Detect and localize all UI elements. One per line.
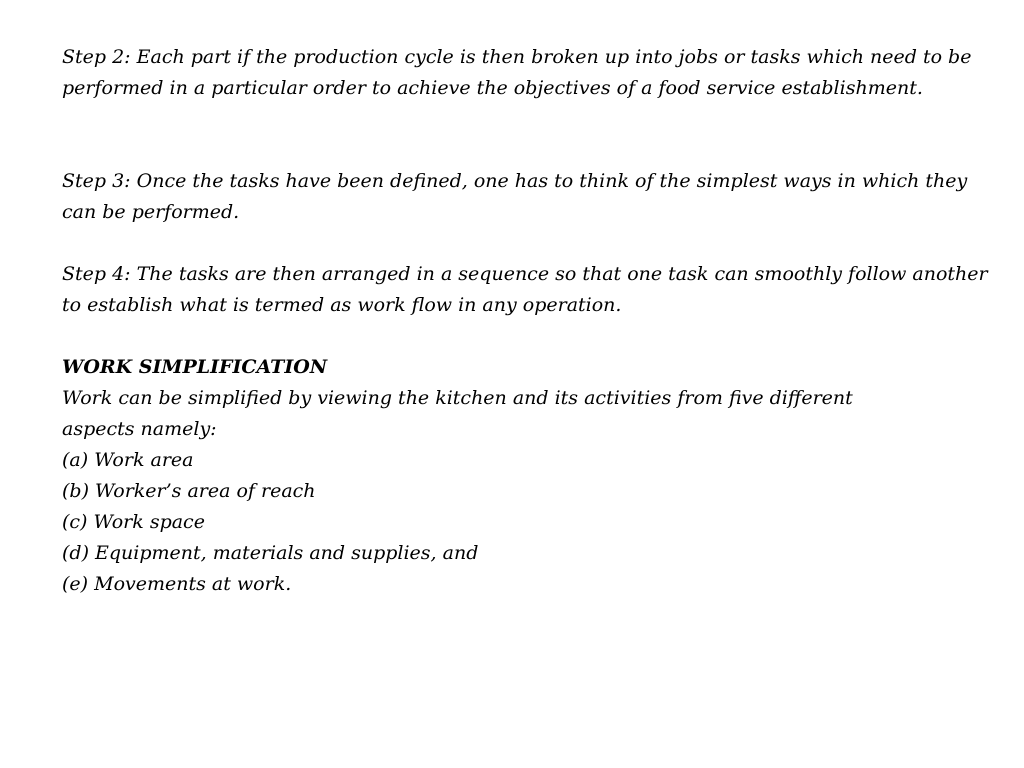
section-intro-line-2: aspects namely:: [62, 418, 217, 440]
spacer: [62, 228, 992, 259]
spacer: [62, 321, 992, 352]
list-item: (c) Work space: [62, 511, 205, 533]
aspects-list: [62, 445, 992, 600]
list-item: (e) Movements at work.: [62, 573, 292, 595]
list-item: (b) Worker’s area of reach: [62, 480, 316, 502]
list-item: (a) Work area: [62, 449, 194, 471]
step-2-paragraph: Step 2: Each part if the production cycle is then broken up into jobs or tasks which need to be performed in a particular order to achieve the objectives of a food service establishment.: [62, 46, 972, 99]
document-body: [62, 42, 992, 600]
section-heading: WORK SIMPLIFICATION: [62, 356, 328, 378]
section-intro-line-1: Work can be simplified by viewing the kitchen and its activities from five different: [62, 387, 853, 409]
step-3-paragraph: Step 3: Once the tasks have been defined, one has to think of the simplest ways in which they can be performed.: [62, 170, 968, 223]
step-4-paragraph: Step 4: The tasks are then arranged in a sequence so that one task can smoothly follow another to establish what is termed as work flow in any operation.: [62, 263, 988, 316]
list-item: (d) Equipment, materials and supplies, and: [62, 542, 479, 564]
spacer: [62, 104, 992, 166]
